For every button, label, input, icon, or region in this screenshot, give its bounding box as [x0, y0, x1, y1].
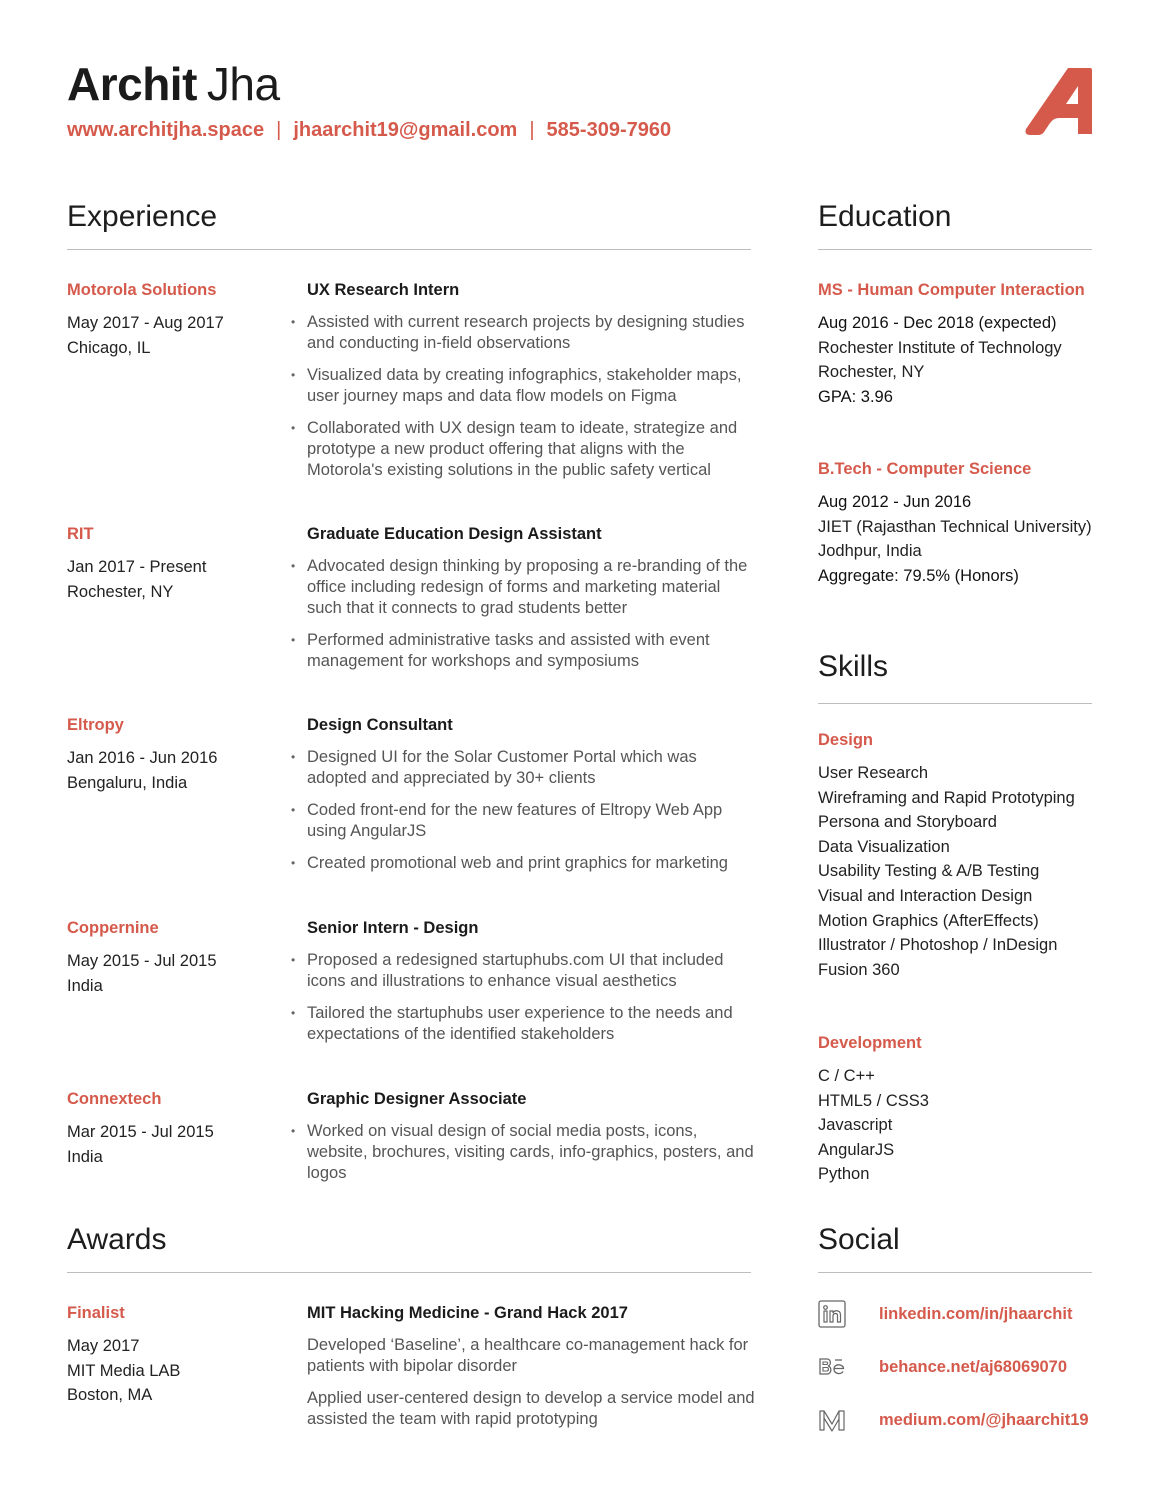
experience-dates: May 2017 - Aug 2017 — [67, 314, 224, 332]
behance-icon — [818, 1353, 846, 1381]
experience-dates: Jan 2016 - Jun 2016 — [67, 749, 218, 767]
bullet-item: • Visualized data by creating infographics, stakeholder maps, user journey maps and data flow models on Figma — [307, 365, 757, 407]
social-linkedin — [818, 1300, 1092, 1330]
skills-development-label: Development — [818, 1034, 922, 1052]
skill-item: C / C++ — [818, 1067, 875, 1085]
experience-role: Design Consultant — [307, 716, 453, 734]
experience-org: Eltropy — [67, 716, 124, 734]
skill-item: Python — [818, 1165, 870, 1184]
experience-item — [67, 714, 217, 795]
social-divider — [818, 1272, 1092, 1273]
skill-item: Usability Testing & A/B Testing — [818, 862, 1040, 881]
experience-location: Bengaluru, India — [67, 773, 188, 792]
award-label: Finalist — [67, 1304, 125, 1322]
medium-icon — [818, 1406, 846, 1434]
experience-location: Rochester, NY — [67, 582, 174, 601]
skill-item: Wireframing and Rapid Prototyping — [818, 788, 1075, 807]
bullet-item: • Designed UI for the Solar Customer Portal which was adopted and appreciated by 30+ clients — [307, 747, 757, 789]
skills-design-list — [818, 761, 1092, 982]
education-score: Aggregate: 79.5% (Honors) — [818, 566, 1019, 585]
experience-details — [307, 917, 757, 1056]
skill-item: AngularJS — [818, 1140, 895, 1159]
education-degree: B.Tech - Computer Science — [818, 460, 1032, 478]
experience-bullets — [307, 312, 757, 481]
skills-design-label: Design — [818, 731, 874, 749]
experience-bullets — [307, 1121, 757, 1184]
social-medium — [818, 1406, 1092, 1436]
award-date: May 2017 — [67, 1337, 140, 1355]
email-link[interactable]: jhaarchit19@gmail.com — [293, 119, 518, 141]
bullet-item: • Created promotional web and print graphics for marketing — [307, 853, 757, 874]
skill-item: Motion Graphics (AfterEffects) — [818, 911, 1039, 930]
award-item — [67, 1302, 180, 1408]
social-behance — [818, 1353, 1092, 1383]
skill-item: Visual and Interaction Design — [818, 886, 1033, 905]
experience-heading: Experience — [67, 200, 218, 233]
bullet-item: • Coded front-end for the new features of Eltropy Web App using AngularJS — [307, 800, 757, 842]
award-description: Applied user-centered design to develop a service model and assisted the team with rapid prototyping — [307, 1389, 755, 1428]
experience-dates: Mar 2015 - Jul 2015 — [67, 1123, 214, 1141]
contact-separator: | — [529, 119, 535, 141]
bullet-item: • Advocated design thinking by proposing a re-branding of the office including redesign of forms and marketing material such that it connects to grad students better — [307, 556, 757, 619]
experience-item — [67, 917, 217, 998]
education-score: GPA: 3.96 — [818, 387, 893, 406]
contact-line — [67, 117, 671, 143]
phone-number[interactable]: 585-309-7960 — [546, 119, 672, 141]
experience-dates: Jan 2017 - Present — [67, 558, 207, 576]
bullet-item: • Collaborated with UX design team to ideate, strategize and prototype a new product offering that aligns with the Motorola's existing solutions in the public safety vertical — [307, 418, 757, 481]
bullet-item: • Performed administrative tasks and assisted with event management for workshops and symposiums — [307, 630, 757, 672]
experience-details — [307, 1088, 757, 1195]
skills-divider — [818, 703, 1092, 704]
experience-location: Chicago, IL — [67, 338, 151, 357]
experience-role: Graphic Designer Associate — [307, 1090, 527, 1108]
awards-heading: Awards — [67, 1223, 167, 1256]
medium-link[interactable]: medium.com/@jhaarchit19 — [879, 1411, 1089, 1429]
behance-link[interactable]: behance.net/aj68069070 — [879, 1358, 1068, 1376]
contact-separator: | — [276, 119, 282, 141]
skill-item: Illustrator / Photoshop / InDesign — [818, 936, 1058, 955]
education-location: Jodhpur, India — [818, 542, 922, 560]
education-dates: Aug 2016 - Dec 2018 (expected) — [818, 314, 1057, 332]
skills-development-list — [818, 1064, 1092, 1187]
archit-a-logo-icon — [1022, 66, 1094, 138]
award-location: Boston, MA — [67, 1386, 153, 1404]
experience-bullets — [307, 747, 757, 874]
bullet-item: • Assisted with current research projects by designing studies and conducting in-field observations — [307, 312, 757, 354]
linkedin-icon — [818, 1300, 846, 1328]
award-name: MIT Hacking Medicine - Grand Hack 2017 — [307, 1304, 628, 1322]
experience-org: Motorola Solutions — [67, 281, 217, 299]
experience-role: UX Research Intern — [307, 281, 460, 299]
experience-org: Coppernine — [67, 919, 159, 937]
experience-item — [67, 279, 224, 360]
website-link[interactable]: www.architjha.space — [67, 119, 265, 141]
experience-item — [67, 523, 206, 604]
education-item — [818, 458, 1092, 588]
experience-org: Connextech — [67, 1090, 162, 1108]
skills-heading: Skills — [818, 650, 889, 683]
education-item — [818, 279, 1092, 409]
skill-item: User Research — [818, 764, 929, 782]
skill-item: Fusion 360 — [818, 960, 900, 979]
education-dates: Aug 2012 - Jun 2016 — [818, 493, 972, 511]
education-divider — [818, 249, 1092, 250]
social-heading: Social — [818, 1223, 900, 1256]
first-name: Archit — [67, 58, 197, 110]
experience-divider — [67, 249, 751, 250]
award-venue: MIT Media LAB — [67, 1361, 181, 1380]
skills-design-group — [818, 729, 1092, 982]
linkedin-link[interactable]: linkedin.com/in/jhaarchit — [879, 1305, 1073, 1323]
bullet-item: • Tailored the startuphubs user experience to the needs and expectations of the identified stakeholders — [307, 1003, 757, 1045]
award-description: Developed ‘Baseline’, a healthcare co-management hack for patients with bipolar disorder — [307, 1336, 749, 1375]
education-school: JIET (Rajasthan Technical University) — [818, 517, 1092, 536]
experience-details — [307, 523, 757, 683]
experience-location: India — [67, 976, 103, 995]
education-heading: Education — [818, 200, 952, 233]
skills-development-group — [818, 1032, 1092, 1187]
education-degree: MS - Human Computer Interaction — [818, 281, 1085, 299]
candidate-name — [67, 58, 280, 110]
experience-role: Graduate Education Design Assistant — [307, 525, 602, 543]
experience-details — [307, 714, 757, 885]
experience-role: Senior Intern - Design — [307, 919, 479, 937]
experience-org: RIT — [67, 525, 94, 543]
experience-bullets — [307, 556, 757, 672]
bullet-item: • Worked on visual design of social media posts, icons, website, brochures, visiting cards, info-graphics, posters, and logos — [307, 1121, 757, 1184]
bullet-item: • Proposed a redesigned startuphubs.com UI that included icons and illustrations to enhance visual aesthetics — [307, 950, 757, 992]
experience-item — [67, 1088, 214, 1169]
last-name: Jha — [206, 58, 280, 110]
award-details — [307, 1302, 757, 1441]
skill-item: Persona and Storyboard — [818, 813, 997, 832]
awards-divider — [67, 1272, 751, 1273]
experience-dates: May 2015 - Jul 2015 — [67, 952, 217, 970]
experience-location: India — [67, 1147, 103, 1166]
education-school: Rochester Institute of Technology — [818, 338, 1062, 357]
experience-details — [307, 279, 757, 492]
experience-bullets — [307, 950, 757, 1045]
skill-item: Javascript — [818, 1116, 893, 1135]
skill-item: HTML5 / CSS3 — [818, 1091, 929, 1110]
skill-item: Data Visualization — [818, 837, 950, 856]
education-location: Rochester, NY — [818, 363, 925, 381]
